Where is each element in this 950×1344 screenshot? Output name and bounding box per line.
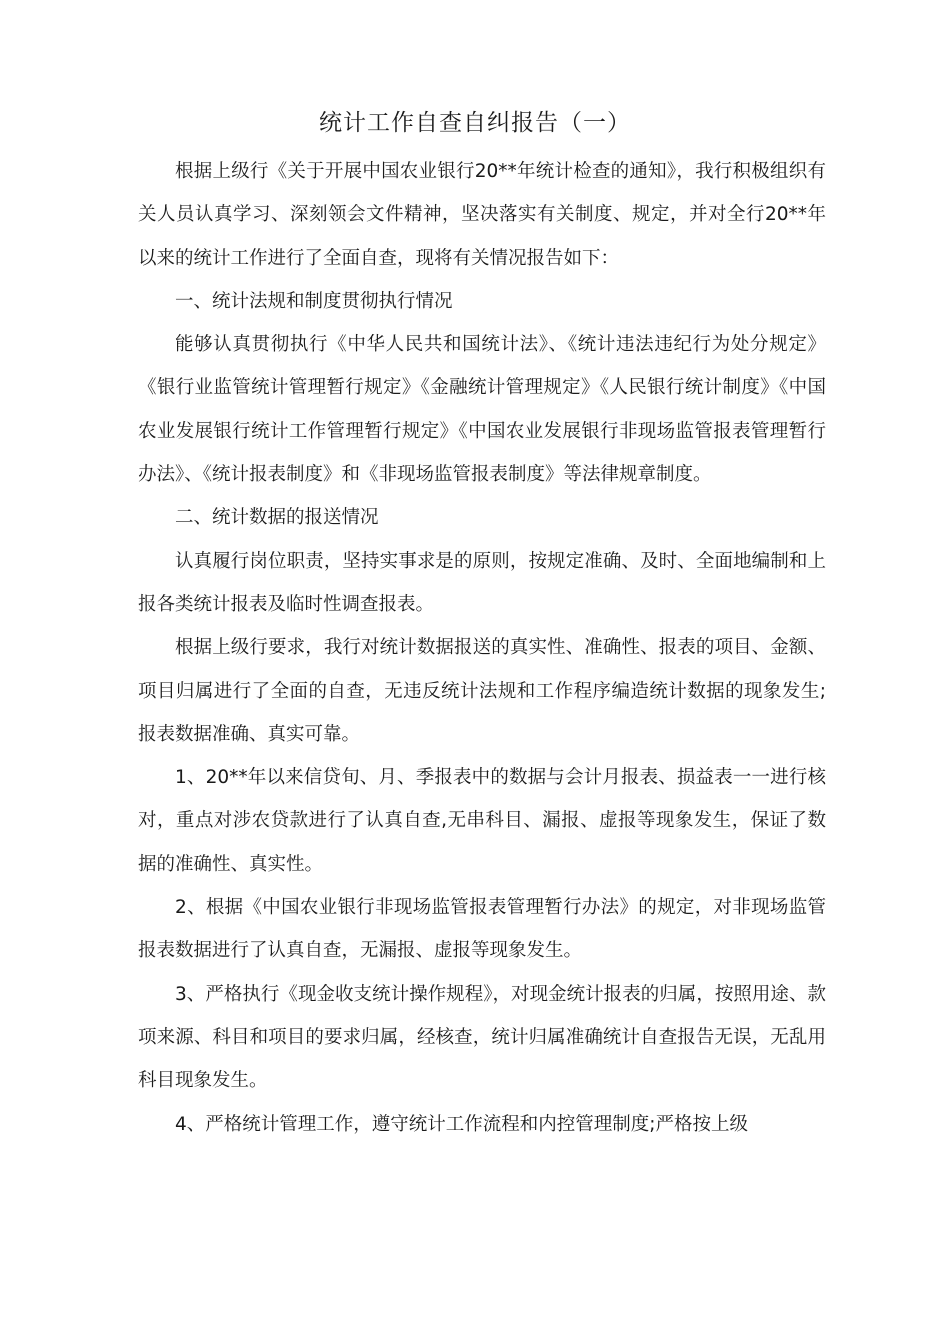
section-2-heading: 二、统计数据的报送情况 [175, 507, 379, 529]
list-item-4: 4、严格统计管理工作，遵守统计工作流程和内控管理制度;严格按上级 [175, 1113, 749, 1135]
document-title: 统计工作自查自纠报告（一） [319, 110, 631, 136]
document-body [138, 150, 826, 1146]
list-item-1: 1、20**年以来信贷旬、月、季报表中的数据与会计月报表、损益表一一进行核对，重点对涉农贷款进行了认真自查,无串科目、漏报、虚报等现象发生，保证了数据的准确性、真实性。 [138, 767, 826, 875]
intro-paragraph: 根据上级行《关于开展中国农业银行20**年统计检查的通知》，我行积极组织有关人员认真学习、深刻领会文件精神，坚决落实有关制度、规定，并对全行20**年以来的统计工作进行了全面自查，现将有关情况报告如下： [138, 161, 826, 269]
section-1-paragraph: 能够认真贯彻执行《中华人民共和国统计法》、《统计违法违纪行为处分规定》《银行业监管统计管理暂行规定》《金融统计管理规定》《人民银行统计制度》《中国农业发展银行统计工作管理暂行规定》《中国农业发展银行非现场监管报表管理暂行办法》、《统计报表制度》和《非现场监管报表制度》等法律规章制度。 [138, 334, 826, 486]
list-item-2: 2、根据《中国农业银行非现场监管报表管理暂行办法》的规定，对非现场监管报表数据进行了认真自查，无漏报、虚报等现象发生。 [138, 897, 826, 962]
section-2-paragraph-1: 认真履行岗位职责，坚持实事求是的原则，按规定准确、及时、全面地编制和上报各类统计报表及临时性调查报表。 [138, 550, 826, 615]
section-1-heading: 一、统计法规和制度贯彻执行情况 [175, 290, 453, 312]
list-item-3: 3、严格执行《现金收支统计操作规程》，对现金统计报表的归属，按照用途、款项来源、科目和项目的要求归属，经核查，统计归属准确统计自查报告无误，无乱用科目现象发生。 [138, 983, 826, 1092]
section-2-paragraph-2: 根据上级行要求，我行对统计数据报送的真实性、准确性、报表的项目、金额、项目归属进行了全面的自查，无违反统计法规和工作程序编造统计数据的现象发生;报表数据准确、真实可靠。 [138, 637, 826, 745]
